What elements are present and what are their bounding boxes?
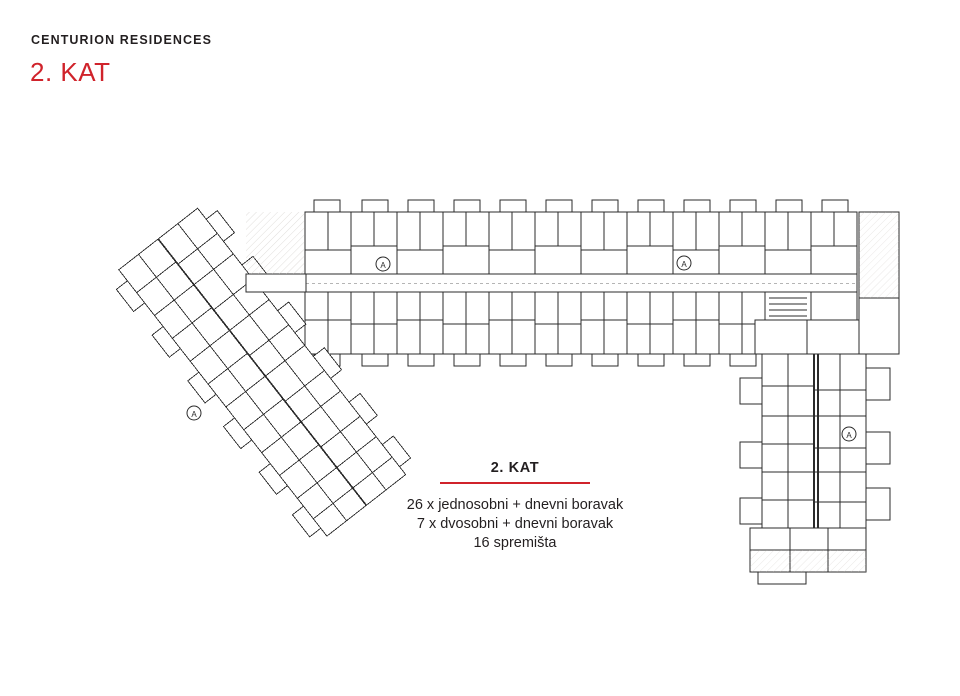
plan-connector-left: [246, 274, 306, 292]
svg-text:A: A: [191, 410, 197, 419]
plan-marker-a-3: [187, 406, 201, 420]
svg-text:A: A: [846, 431, 852, 440]
legend-title: 2. KAT: [490, 460, 540, 476]
plan-marker-a-4: [842, 427, 856, 441]
svg-text:A: A: [681, 260, 687, 269]
legend-line-2: 7 x dvosobni + dnevni boravak: [416, 515, 614, 532]
legend-divider: [440, 482, 590, 484]
plan-marker-a-1: [376, 257, 390, 271]
legend-line-3: 16 spremišta: [473, 534, 557, 551]
legend-line-1: 26 x jednosobni + dnevni boravak: [406, 496, 624, 513]
page-title: 2. KAT: [30, 57, 111, 87]
legend-block: [330, 460, 700, 553]
svg-text:A: A: [380, 261, 386, 270]
plan-top-corridor: [246, 274, 857, 292]
plan-marker-a-2: [677, 256, 691, 270]
brand-title: CENTURION RESIDENCES: [31, 33, 213, 47]
